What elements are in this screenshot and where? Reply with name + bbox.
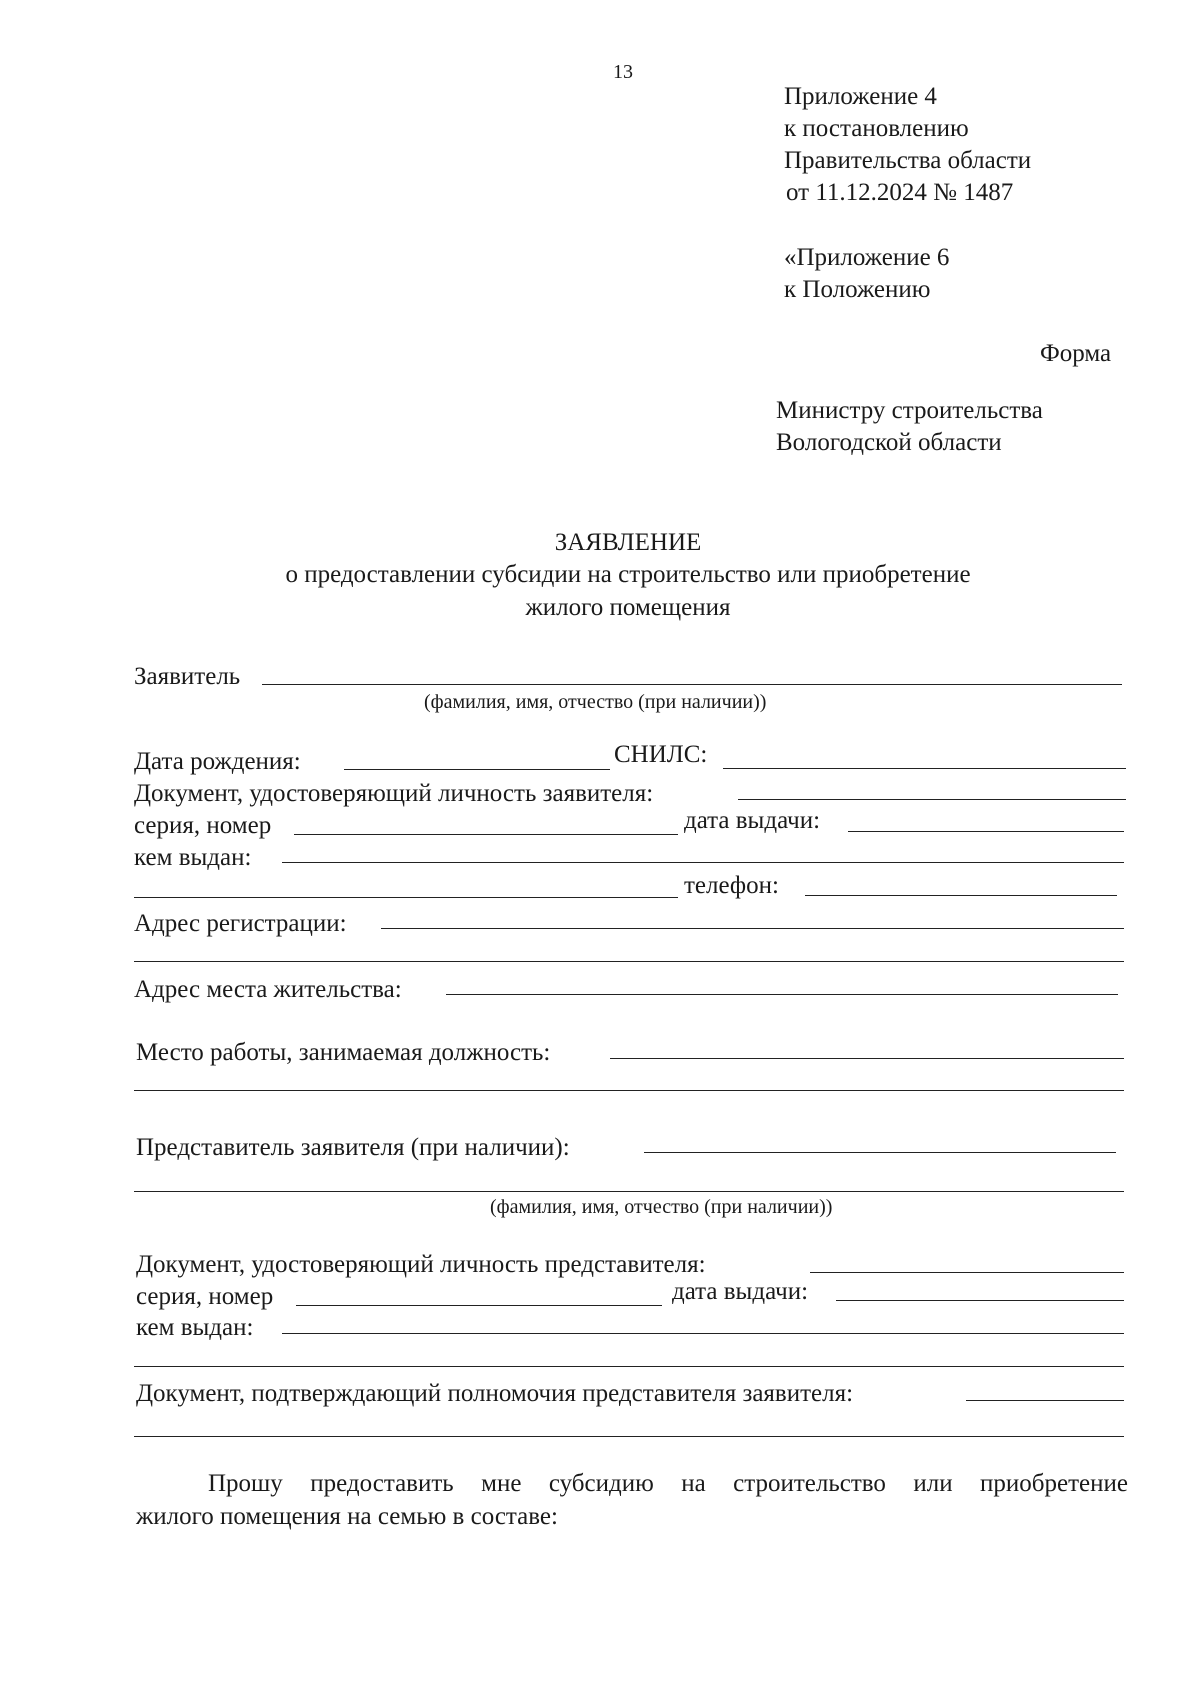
reg-address-label: Адрес регистрации:: [134, 910, 347, 937]
rep-series-number-label: серия, номер: [136, 1283, 274, 1310]
issued-by-field[interactable]: [282, 862, 1124, 863]
series-number-label: серия, номер: [134, 812, 272, 839]
rep-issued-by-field-2[interactable]: [134, 1366, 1124, 1367]
appendix-line: Правительства области: [784, 147, 1032, 174]
issued-by-label: кем выдан:: [134, 844, 252, 871]
rep-authority-document-label: Документ, подтверждающий полномочия представителя заявителя:: [136, 1380, 854, 1407]
appendix-line: к Положению: [784, 276, 931, 303]
appendix-line: к постановлению: [784, 115, 969, 142]
issued-by-field-2[interactable]: [134, 897, 678, 898]
form-label: Форма: [1040, 340, 1112, 367]
rep-issue-date-label: дата выдачи:: [672, 1278, 809, 1305]
appendix-line: от 11.12.2024 № 1487: [786, 179, 1014, 206]
addressee-line: Вологодской области: [776, 429, 1002, 456]
residence-address-label: Адрес места жительства:: [134, 976, 402, 1003]
representative-label: Представитель заявителя (при наличии):: [136, 1134, 570, 1161]
series-number-field[interactable]: [294, 834, 678, 835]
birth-date-field[interactable]: [344, 769, 610, 770]
id-document-label: Документ, удостоверяющий личность заявителя:: [134, 780, 654, 807]
rep-authority-document-field[interactable]: [966, 1400, 1124, 1401]
rep-issued-by-label: кем выдан:: [136, 1314, 254, 1341]
id-document-field[interactable]: [738, 799, 1126, 800]
rep-issue-date-field[interactable]: [836, 1300, 1124, 1301]
workplace-field[interactable]: [610, 1058, 1124, 1059]
birth-date-label: Дата рождения:: [134, 748, 301, 775]
addressee-line: Министру строительства: [776, 397, 1043, 424]
rep-authority-document-field-2[interactable]: [134, 1436, 1124, 1437]
applicant-field[interactable]: [262, 684, 1122, 685]
rep-issued-by-field[interactable]: [282, 1333, 1124, 1334]
workplace-label: Место работы, занимаемая должность:: [136, 1039, 551, 1066]
document-subtitle: жилого помещения: [525, 594, 731, 621]
rep-id-document-label: Документ, удостоверяющий личность представителя:: [136, 1251, 706, 1278]
issue-date-label: дата выдачи:: [684, 807, 821, 834]
reg-address-field[interactable]: [381, 928, 1124, 929]
applicant-hint: (фамилия, имя, отчество (при наличии)): [424, 691, 767, 713]
request-paragraph-continuation: жилого помещения на семью в составе:: [136, 1503, 558, 1530]
rep-id-document-field[interactable]: [810, 1272, 1124, 1273]
appendix-line: «Приложение 6: [784, 244, 950, 271]
phone-label: телефон:: [684, 872, 779, 899]
phone-field[interactable]: [805, 895, 1117, 896]
request-paragraph: Прошу предоставить мне субсидию на строительство или приобретение: [208, 1470, 1128, 1497]
appendix-line: Приложение 4: [784, 83, 937, 110]
document-title: ЗАЯВЛЕНИЕ: [554, 529, 702, 556]
representative-field-2[interactable]: [134, 1191, 1124, 1192]
residence-address-field[interactable]: [446, 994, 1118, 995]
document-subtitle: о предоставлении субсидии на строительство или приобретение: [285, 561, 971, 588]
reg-address-field-2[interactable]: [134, 961, 1124, 962]
page-number: 13: [613, 61, 633, 83]
representative-field[interactable]: [644, 1152, 1116, 1153]
snils-label: СНИЛС:: [614, 741, 708, 768]
issue-date-field[interactable]: [848, 831, 1124, 832]
rep-series-number-field[interactable]: [296, 1305, 662, 1306]
applicant-label: Заявитель: [134, 663, 241, 690]
workplace-field-2[interactable]: [134, 1090, 1124, 1091]
representative-hint: (фамилия, имя, отчество (при наличии)): [490, 1196, 833, 1218]
snils-field[interactable]: [723, 768, 1126, 769]
